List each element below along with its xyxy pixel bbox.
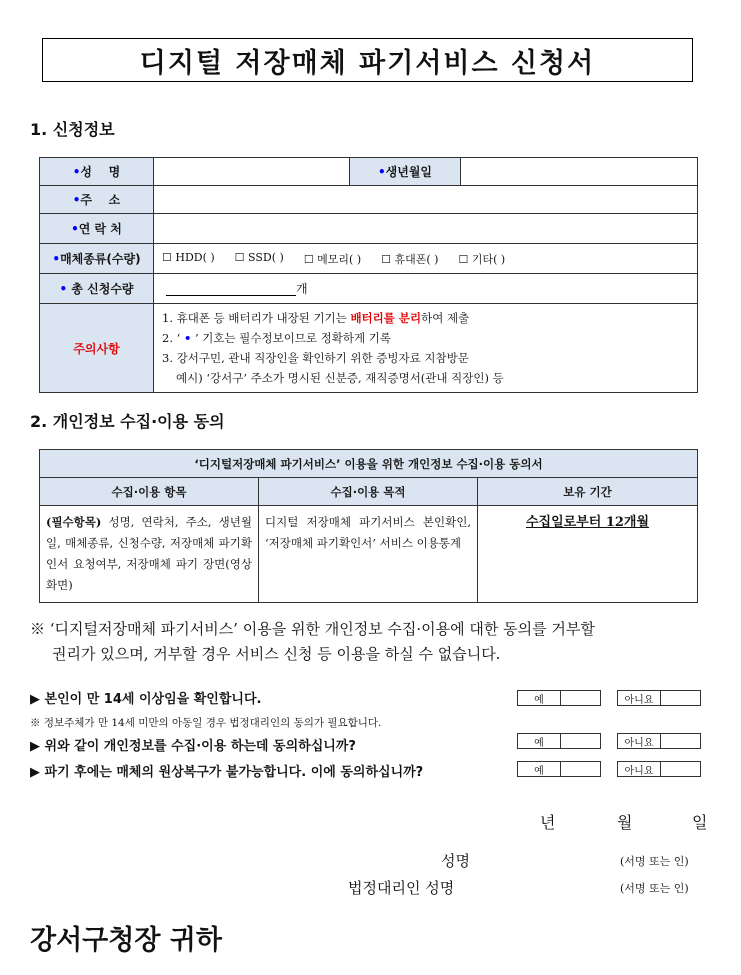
form-title: 디지털 저장매체 파기서비스 신청서: [139, 47, 596, 79]
media-type-options: [154, 244, 698, 274]
note-3-example: 예시) ‘강서구’ 주소가 명시된 신분증, 재직증명서(관내 직장인) 등: [176, 371, 504, 385]
total-qty-input[interactable]: [166, 284, 296, 296]
note-2: 2. ‘ • ’ 기호는 필수정보이므로 정확하게 기록: [162, 331, 391, 345]
caution-notes: [154, 304, 698, 393]
consent-yes[interactable]: 예: [517, 733, 601, 749]
age-no[interactable]: 아니요: [617, 690, 701, 706]
media-option-hdd[interactable]: ☐ HDD( ): [162, 250, 215, 264]
col-retention: 보유 기간: [478, 478, 698, 506]
age-no-box[interactable]: [661, 690, 701, 706]
applicant-sign-note: (서명 또는 인): [620, 855, 689, 868]
form-title-box: [42, 38, 693, 82]
birth-label: •생년월일: [350, 158, 461, 186]
note-1: 1. 휴대폰 등 배터리가 내장된 기기는 배터리를 분리하여 제출: [162, 311, 470, 325]
col-purpose: 수집·이용 목적: [259, 478, 478, 506]
age-yes[interactable]: 예: [517, 690, 601, 706]
address-label: •주 소: [40, 186, 154, 214]
refusal-notice: ※ ‘디지털저장매체 파기서비스’ 이용을 위한 개인정보 수집·이용에 대한 동의를 거부할 권리가 있으며, 거부할 경우 서비스 신청 등 이용을 하실 수 없습니다.: [30, 620, 595, 663]
consent-no-box[interactable]: [661, 733, 701, 749]
question-consent: ▶ 위와 같이 개인정보를 수집·이용 하는데 동의하십니까?: [30, 739, 356, 754]
media-option-ssd[interactable]: ☐ SSD( ): [234, 250, 284, 264]
retention-cell: 수집일로부터 12개월: [478, 506, 698, 603]
purpose-cell: 디지털 저장매체 파기서비스 본인확인, ‘저장매체 파기확인서’ 서비스 이용통계: [259, 506, 478, 603]
addressee: 강서구청장 귀하: [30, 925, 222, 956]
birth-input[interactable]: [461, 158, 698, 186]
consent-table: [39, 449, 698, 603]
age-note: ※ 정보주체가 만 14세 미만의 아동일 경우 법정대리인의 동의가 필요합니다.: [30, 717, 382, 729]
applicant-name-label: 성명: [441, 852, 470, 870]
col-items: 수집·이용 항목: [40, 478, 259, 506]
media-option-memory[interactable]: ☐ 메모리( ): [303, 252, 362, 266]
contact-label: •연 락 처: [40, 214, 154, 244]
age-yes-box[interactable]: [561, 690, 601, 706]
consent-table-title: ‘디지털저장매체 파기서비스’ 이용을 위한 개인정보 수집·이용 동의서: [40, 450, 698, 478]
date-month: 월: [617, 813, 633, 832]
irreversible-no[interactable]: 아니요: [617, 761, 701, 777]
media-option-other[interactable]: ☐ 기타( ): [458, 252, 506, 266]
name-input[interactable]: [154, 158, 350, 186]
address-input[interactable]: [154, 186, 698, 214]
application-info-table: [39, 157, 698, 393]
irreversible-yes[interactable]: 예: [517, 761, 601, 777]
guardian-name-label: 법정대리인 성명: [348, 879, 455, 897]
question-age: ▶ 본인이 만 14세 이상임을 확인합니다.: [30, 692, 262, 707]
question-irreversible: ▶ 파기 후에는 매체의 원상복구가 불가능합니다. 이에 동의하십니까?: [30, 765, 424, 780]
consent-yes-box[interactable]: [561, 733, 601, 749]
qty-unit: 개: [296, 282, 308, 296]
consent-no[interactable]: 아니요: [617, 733, 701, 749]
irreversible-no-box[interactable]: [661, 761, 701, 777]
date-day: 일: [692, 813, 708, 832]
date-year: 년: [540, 813, 556, 832]
caution-label: 주의사항: [73, 341, 120, 356]
total-qty-field: [154, 274, 698, 304]
irreversible-yes-box[interactable]: [561, 761, 601, 777]
contact-input[interactable]: [154, 214, 698, 244]
note-3: 3. 강서구민, 관내 직장인을 확인하기 위한 증빙자료 지참방문: [162, 351, 469, 365]
name-label: •성 명: [40, 158, 154, 186]
media-type-label: •매체종류(수량): [40, 244, 154, 274]
caution-label-cell: [40, 304, 154, 393]
section2-heading: 2. 개인정보 수집·이용 동의: [30, 412, 225, 431]
section1-heading: 1. 신청정보: [30, 120, 115, 139]
items-cell: (필수항목) 성명, 연락처, 주소, 생년월일, 매체종류, 신청수량, 저장매체 파기확인서 요청여부, 저장매체 파기 장면(영상화면): [40, 506, 259, 603]
media-option-phone[interactable]: ☐ 휴대폰( ): [381, 252, 439, 266]
guardian-sign-note: (서명 또는 인): [620, 882, 689, 895]
total-qty-label: • 총 신청수량: [40, 274, 154, 304]
